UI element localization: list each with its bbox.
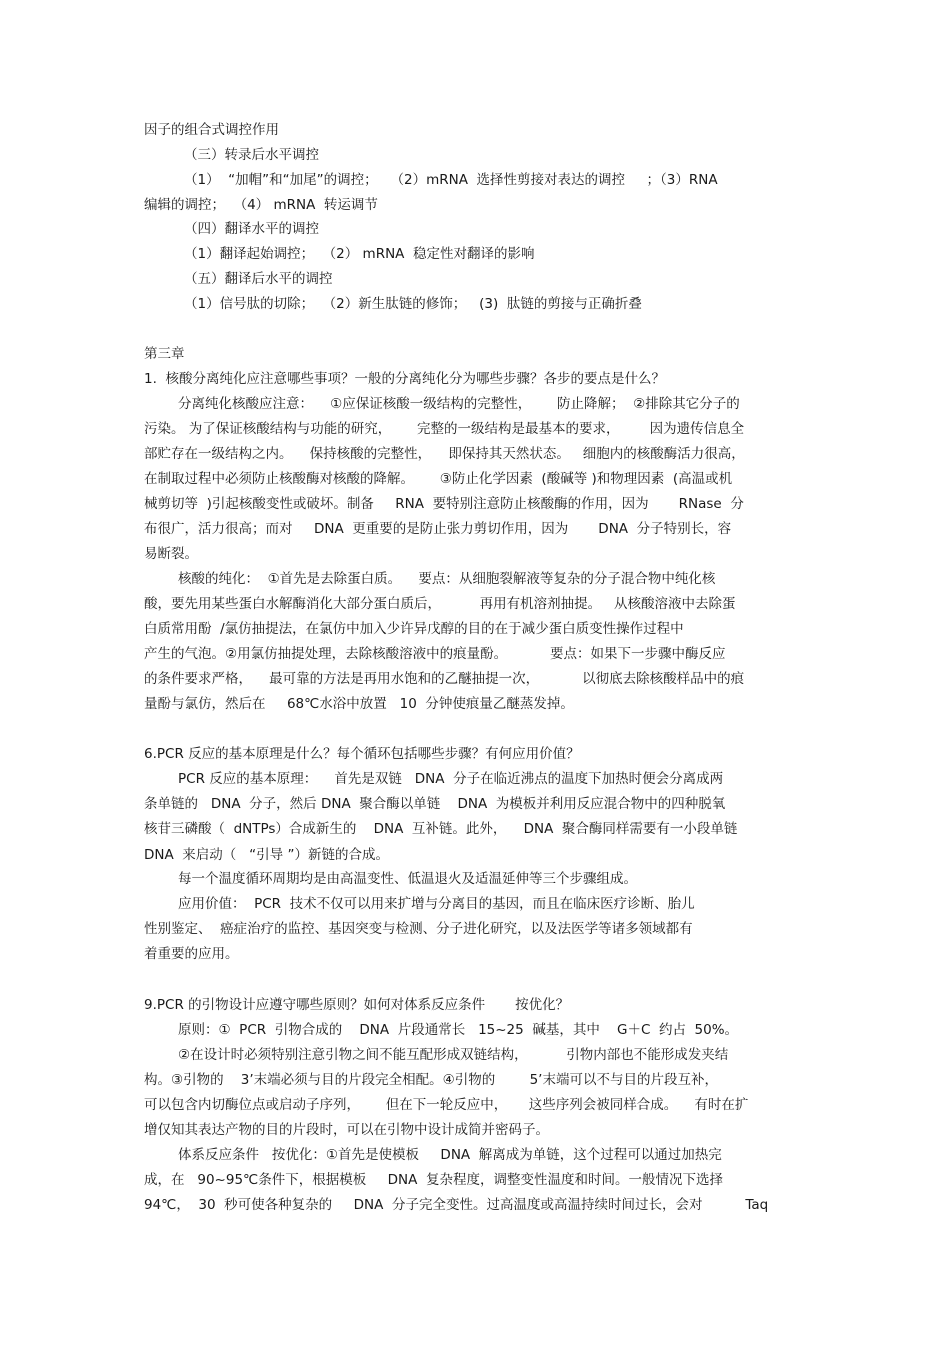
- question-heading: 9.PCR 的引物设计应遵守哪些原则？如何对体系反应条件 按优化？: [144, 997, 570, 1013]
- text-line: DNA 来启动（ “引导 ”）新链的合成。: [144, 847, 389, 863]
- text-line: PCR 反应的基本原理： 首先是双链 DNA 分子在临近沸点的温度下加热时便会分离成两: [178, 771, 724, 787]
- text-line: 核苷三磷酸（ dNTPs）合成新生的 DNA 互补链。此外， DNA 聚合酶同样需要有一小段单链: [144, 821, 738, 837]
- text-line: 应用价值： PCR 技术不仅可以用来扩增与分离目的基因，而且在临床医疗诊断、胎儿: [178, 896, 695, 912]
- text-line: 在制取过程中必须防止核酸酶对核酸的降解。 ③防止化学因素 (酸碱等 )和物理因素 (高温或机: [144, 471, 733, 487]
- question-heading: 1. 核酸分离纯化应注意哪些事项？一般的分离纯化分为哪些步骤？各步的要点是什么？: [144, 371, 665, 387]
- text-line: 体系反应条件 按优化：①首先是使模板 DNA 解离成为单链，这个过程可以通过加热完: [178, 1147, 722, 1163]
- section-heading: （五）翻译后水平的调控: [184, 271, 333, 287]
- text-line: 性别鉴定、 癌症治疗的监控、基因突变与检测、分子进化研究，以及法医学等诸多领域都有: [144, 921, 693, 937]
- text-line: （1） “加帽”和“加尾”的调控； （2）mRNA 选择性剪接对表达的调控 ；（3）RNA: [184, 172, 718, 188]
- text-line: （1）翻译起始调控； （2） mRNA 稳定性对翻译的影响: [184, 246, 535, 262]
- text-line: 量酚与氯仿，然后在 68℃水浴中放置 10 分钟使痕量乙醚蒸发掉。: [144, 696, 574, 712]
- text-line: 增仅知其表达产物的目的片段时，可以在引物中设计成简并密码子。: [144, 1122, 549, 1138]
- section-heading: （四）翻译水平的调控: [184, 221, 319, 237]
- chapter-heading: 第三章: [144, 346, 185, 362]
- text-line: 酸，要先用某些蛋白水解酶消化大部分蛋白质后， 再用有机溶剂抽提。 从核酸溶液中去除蛋: [144, 596, 736, 612]
- text-line: 械剪切等 )引起核酸变性或破坏。制备 RNA 要特别注意防止核酸酶的作用，因为 RNase 分: [144, 496, 744, 512]
- text-line: （1）信号肽的切除； （2）新生肽链的修饰； (3) 肽链的剪接与正确折叠: [184, 296, 642, 312]
- text-line: 易断裂。: [144, 546, 198, 562]
- text-line: 条单链的 DNA 分子，然后 DNA 聚合酶以单链 DNA 为模板并利用反应混合物中的四种脱氧: [144, 796, 726, 812]
- text-line: 原则：① PCR 引物合成的 DNA 片段通常长 15~25 碱基，其中 G＋C 约占 50%。: [178, 1022, 739, 1038]
- text-line: 每一个温度循环周期均是由高温变性、低温退火及适温延伸等三个步骤组成。: [178, 871, 637, 887]
- text-line: 白质常用酚 /氯仿抽提法，在氯仿中加入少许异戊醇的目的在于减少蛋白质变性操作过程中: [144, 621, 684, 637]
- text-line: 部贮存在一级结构之内。 保持核酸的完整性， 即保持其天然状态。 细胞内的核酸酶活力很高，: [144, 446, 745, 462]
- text-line: 污染。 为了保证核酸结构与功能的研究， 完整的一级结构是最基本的要求， 因为遗传信息全: [144, 421, 745, 437]
- text-line: 布很广，活力很高；而对 DNA 更重要的是防止张力剪切作用，因为 DNA 分子特别长，容: [144, 521, 732, 537]
- text-line: 着重要的应用。: [144, 946, 239, 962]
- text-line: 构。③引物的 3’末端必须与目的片段完全相配。④引物的 5’末端可以不与目的片段互补，: [144, 1072, 718, 1088]
- text-line: 94℃， 30 秒可使各种复杂的 DNA 分子完全变性。过高温度或高温持续时间过长，会对 Taq: [144, 1197, 769, 1213]
- section-heading: （三）转录后水平调控: [184, 147, 319, 163]
- text-line: 分离纯化核酸应注意： ①应保证核酸一级结构的完整性， 防止降解； ②排除其它分子的: [178, 396, 740, 412]
- text-line: 的条件要求严格， 最可靠的方法是再用水饱和的乙醚抽提一次， 以彻底去除核酸样品中的痕: [144, 671, 745, 687]
- text-line: 编辑的调控； （4） mRNA 转运调节: [144, 197, 378, 213]
- text-line: 成，在 90~95℃条件下，根据模板 DNA 复杂程度，调整变性温度和时间。一般情况下选择: [144, 1172, 723, 1188]
- question-heading: 6.PCR 反应的基本原理是什么？每个循环包括哪些步骤？有何应用价值？: [144, 746, 580, 762]
- text-line: 产生的气泡。②用氯仿抽提处理，去除核酸溶液中的痕量酚。 要点：如果下一步骤中酶反应: [144, 646, 726, 662]
- text-line: ②在设计时必须特别注意引物之间不能互配形成双链结构， 引物内部也不能形成发夹结: [178, 1047, 729, 1063]
- text-line: 可以包含内切酶位点或启动子序列， 但在下一轮反应中， 这些序列会被同样合成。 有时在扩: [144, 1097, 749, 1113]
- text-line: 核酸的纯化： ①首先是去除蛋白质。 要点：从细胞裂解液等复杂的分子混合物中纯化核: [178, 571, 716, 587]
- text-line: 因子的组合式调控作用: [144, 122, 279, 138]
